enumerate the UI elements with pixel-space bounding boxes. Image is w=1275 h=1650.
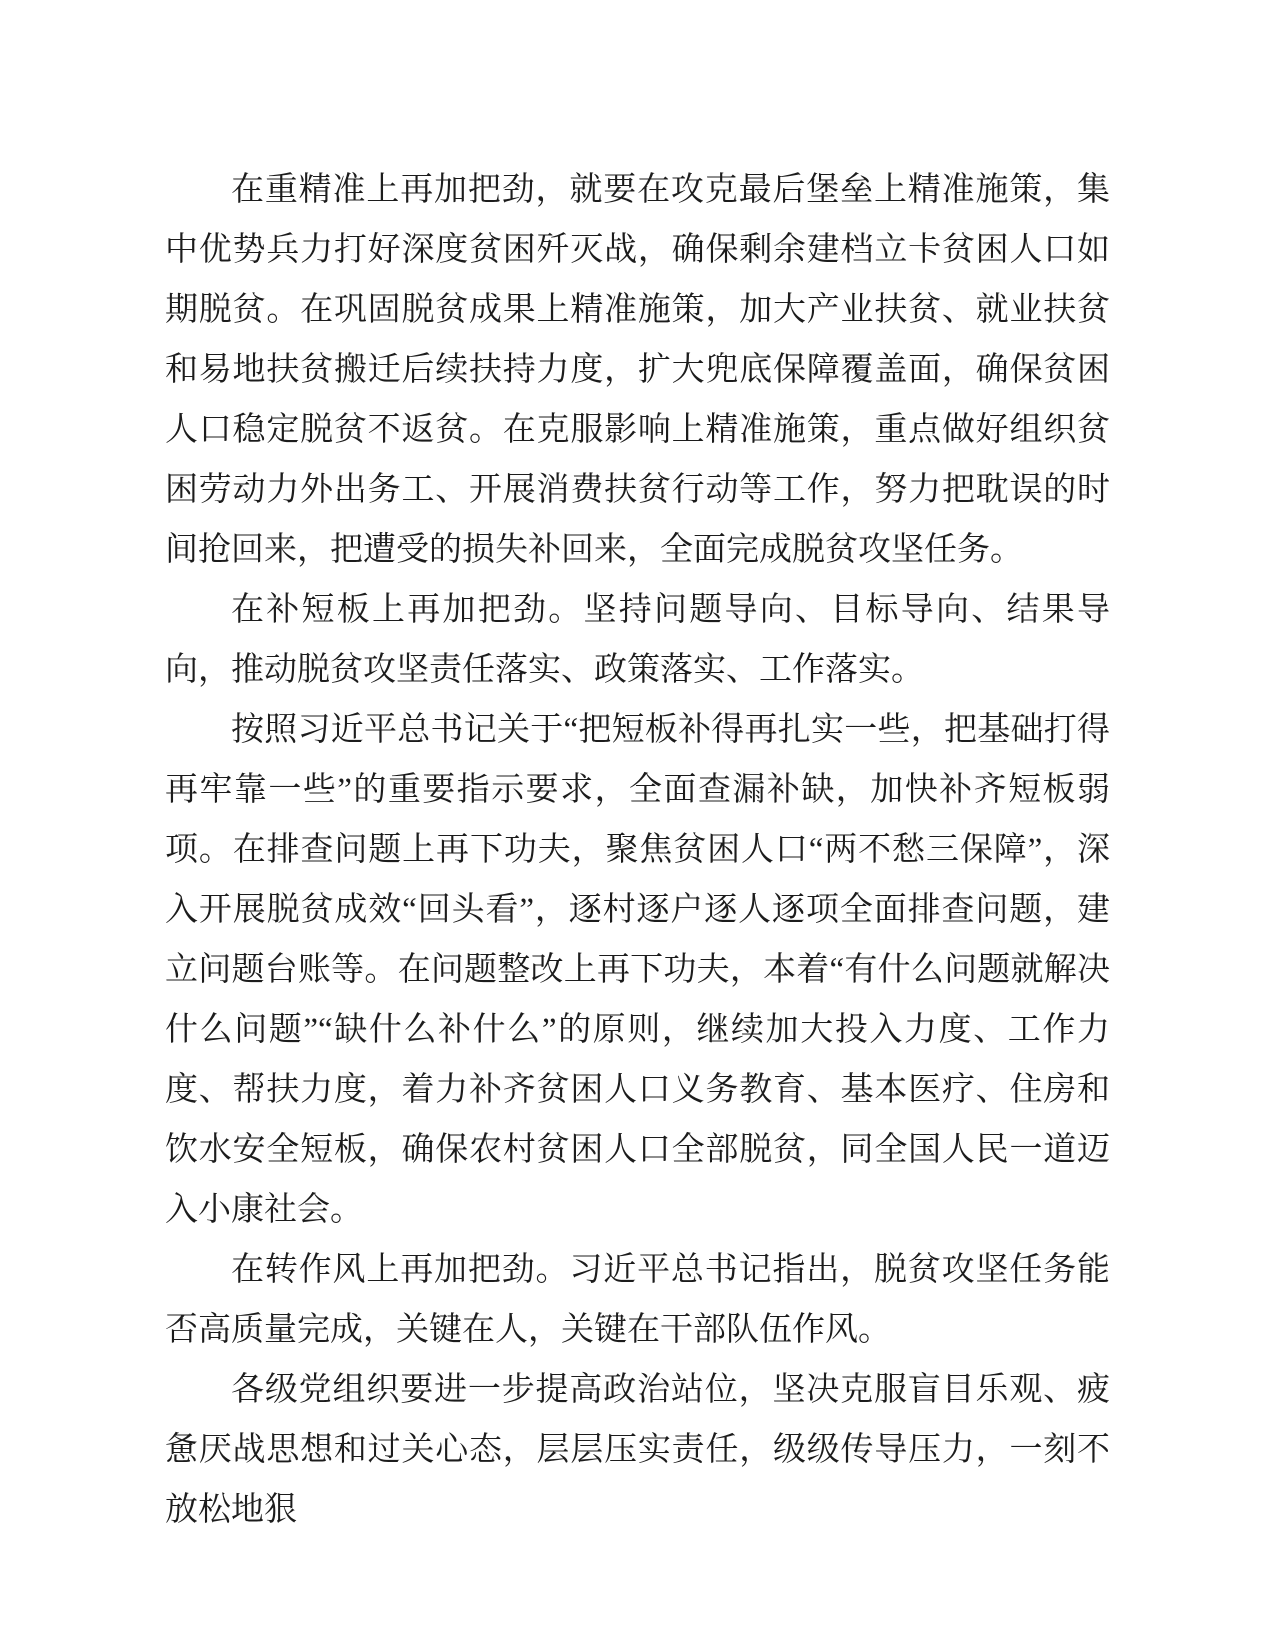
paragraph-1: 在重精准上再加把劲，就要在攻克最后堡垒上精准施策，集中优势兵力打好深度贫困歼灭战，确保剩余建档立卡贫困人口如期脱贫。在巩固脱贫成果上精准施策，加大产业扶贫、就业扶贫和易地扶贫搬迁后续扶持力度，扩大兜底保障覆盖面，确保贫困人口稳定脱贫不返贫。在克服影响上精准施策，重点做好组织贫困劳动力外出务工、开展消费扶贫行动等工作，努力把耽误的时间抢回来，把遭受的损失补回来，全面完成脱贫攻坚任务。: [165, 172, 1110, 568]
paragraph-2: 在补短板上再加把劲。坚持问题导向、目标导向、结果导向，推动脱贫攻坚责任落实、政策落实、工作落实。: [165, 592, 1110, 688]
paragraph-5: 各级党组织要进一步提高政治站位，坚决克服盲目乐观、疲惫厌战思想和过关心态，层层压实责任，级级传导压力，一刻不放松地狠: [165, 1372, 1110, 1528]
paragraph-4: 在转作风上再加把劲。习近平总书记指出，脱贫攻坚任务能否高质量完成，关键在人，关键在干部队伍作风。: [165, 1252, 1110, 1348]
paragraph-3: 按照习近平总书记关于“把短板补得再扎实一些，把基础打得再牢靠一些”的重要指示要求，全面查漏补缺，加快补齐短板弱项。在排查问题上再下功夫，聚焦贫困人口“两不愁三保障”，深入开展脱贫成效“回头看”，逐村逐户逐人逐项全面排查问题，建立问题台账等。在问题整改上再下功夫，本着“有什么问题就解决什么问题”“缺什么补什么”的原则，继续加大投入力度、工作力度、帮扶力度，着力补齐贫困人口义务教育、基本医疗、住房和饮水安全短板，确保农村贫困人口全部脱贫，同全国人民一道迈入小康社会。: [165, 712, 1110, 1228]
document-text-body: [165, 160, 1110, 1540]
